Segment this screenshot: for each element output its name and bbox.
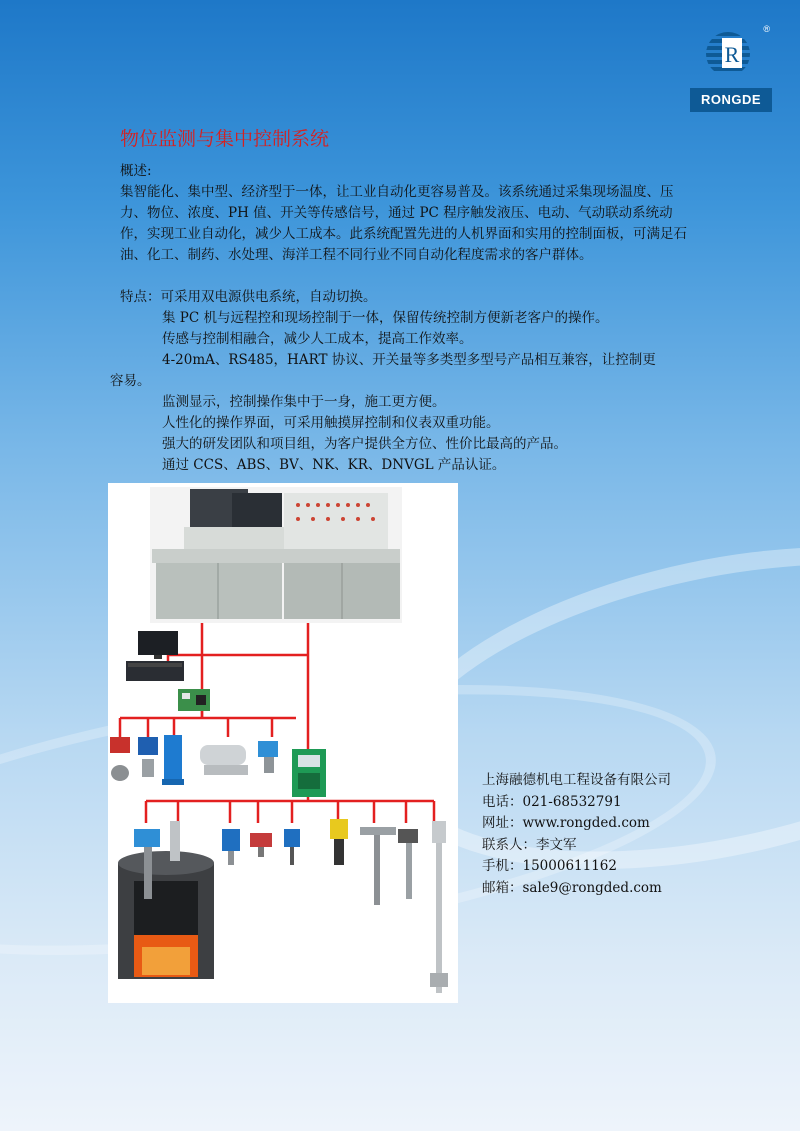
controller-board-image xyxy=(292,749,326,797)
feature-item: 传感与控制相融合，减少人工成本，提高工作效率。 xyxy=(162,331,473,347)
features-lead: 特点：可采用双电源供电系统，自动切换。 xyxy=(120,289,377,305)
control-console-image xyxy=(150,487,402,623)
features-section xyxy=(110,287,688,476)
logo-mark-icon xyxy=(706,26,754,82)
valve-actuators-image xyxy=(110,735,278,785)
page-title: 物位监测与集中控制系统 xyxy=(120,128,330,150)
feature-item: 通过 CCS、ABS、BV、NK、KR、DNVGL 产品认证。 xyxy=(162,457,506,473)
overview-body: 集智能化、集中型、经济型于一体，让工业自动化更容易普及。该系统通过采集现场温度、压力、物位、浓度、PH 值、开关等传感信号，通过 PC 程序触发液压、电动、气动联动系统动作，实现工业自动化，减少人工成本。此系统配置先进的人机界面和实用的控制面板，可满足石油、化工、制药、水处理、海洋工程不同行业不同自动化程度需求的客户群体。 xyxy=(120,184,687,263)
storage-tank-image xyxy=(118,821,214,979)
contact-website: 网址：www.rongded.com xyxy=(482,815,650,831)
contact-person: 联系人：李文军 xyxy=(482,836,577,853)
contact-email: 邮箱：sale9@rongded.com xyxy=(482,879,662,896)
system-diagram xyxy=(108,483,458,1003)
feature-item: 集 PC 机与远程控和现场控制于一体，保留传统控制方便新老客户的操作。 xyxy=(162,310,609,326)
feature-item: 4-20mA、RS485，HART 协议、开关量等多类型多型号产品相互兼容，让控制更 xyxy=(162,352,656,368)
feature-item: 人性化的操作界面，可采用触摸屏控制和仪表双重功能。 xyxy=(162,415,500,431)
registered-mark: ® xyxy=(763,24,770,34)
company-name: 上海融德机电工程设备有限公司 xyxy=(482,772,671,788)
system-diagram-illustration xyxy=(108,483,458,1003)
rongde-logo xyxy=(690,24,772,114)
control-board-image xyxy=(178,689,210,711)
contact-mobile: 手机：15000611162 xyxy=(482,858,617,874)
feature-item: 监测显示，控制操作集中于一身，施工更方便。 xyxy=(162,394,446,410)
contact-info xyxy=(482,770,671,899)
feature-item: 强大的研发团队和项目组，为客户提供全方位、性价比最高的产品。 xyxy=(162,436,567,452)
brand-name: RONGDE xyxy=(690,88,772,112)
feature-item: 容易。 xyxy=(110,373,151,389)
svg-text:R: R xyxy=(724,42,740,67)
contact-phone: 电话：021-68532791 xyxy=(482,793,622,810)
overview-label: 概述: xyxy=(120,163,152,179)
level-transmitters-image xyxy=(222,819,448,993)
